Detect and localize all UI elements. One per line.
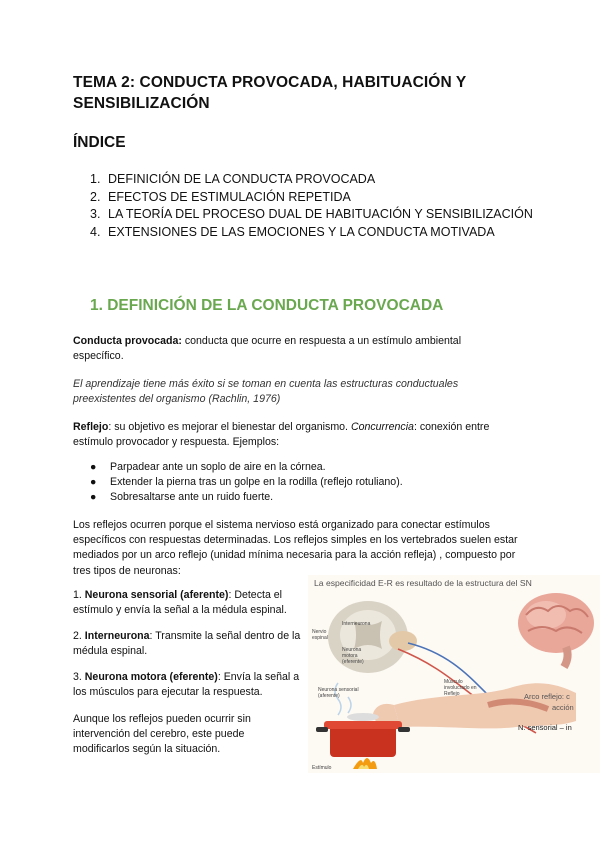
reflejo-term: Reflejo <box>73 421 109 433</box>
figure-right-text: N. sensorial – in <box>518 723 572 732</box>
figure-label-sensorial: Neurona sensorial (aferente) <box>318 687 359 699</box>
definition-paragraph: Conducta provocada: conducta que ocurre en respuesta a un estímulo ambiental específico. <box>73 335 462 363</box>
figure-label-interneurona: Interneurona <box>342 621 371 627</box>
toc-item: 4. EXTENSIONES DE LAS EMOCIONES Y LA CONDUCTA MOTIVADA <box>90 224 495 239</box>
toc-item: 2. EFECTOS DE ESTIMULACIÓN REPETIDA <box>90 189 351 204</box>
document-title: TEMA 2: CONDUCTA PROVOCADA, HABITUACIÓN Y SENSIBILIZACIÓN <box>73 74 467 112</box>
figure-label-musculo: Músculo involucrado en Reflejo <box>444 679 477 697</box>
flame-icon <box>353 758 377 769</box>
index-heading: ÍNDICE <box>73 134 126 151</box>
list-item: ● Extender la pierna tras un golpe en la rodilla (reflejo rotuliano). <box>90 475 403 490</box>
definition-term: Conducta provocada: <box>73 335 182 347</box>
quote: El aprendizaje tiene más éxito si se toman en cuenta las estructuras conductuales preexistentes del organismo (Rachlin, 1976) <box>73 378 459 406</box>
list-item: ● Parpadear ante un soplo de aire en la córnea. <box>90 460 403 475</box>
reflex-arc-figure <box>308 575 600 773</box>
bullet-icon: ● <box>90 476 97 489</box>
section-heading: 1. DEFINICIÓN DE LA CONDUCTA PROVOCADA <box>90 297 444 314</box>
figure-caption: La especificidad E-R es resultado de la estructura del SN <box>314 578 532 588</box>
toc-item: 3. LA TEORÍA DEL PROCESO DUAL DE HABITUACIÓN Y SENSIBILIZACIÓN <box>90 207 533 221</box>
neuron-item: 3. Neurona motora (eferente): Envía la señal a los músculos para ejecutar la respuesta. <box>73 671 300 699</box>
table-of-contents <box>90 171 550 241</box>
reflejo-paragraph: Reflejo: su objetivo es mejorar el bienestar del organismo. Concurrencia: conexión entre estímulo provocador y respuesta. Ejemplos: <box>73 421 490 449</box>
toc-item: 1. DEFINICIÓN DE LA CONDUCTA PROVOCADA <box>90 172 376 186</box>
bullet-icon: ● <box>90 461 97 473</box>
concurrencia-term: Concurrencia <box>350 421 414 433</box>
neuron-item: 1. Neurona sensorial (aferente): Detecta el estímulo y envía la señal a la médula espinal. <box>73 589 287 617</box>
closing-paragraph: Aunque los reflejos pueden ocurrir sin intervención del cerebro, este puede modificarlos según la situación. <box>73 713 251 756</box>
figure-label-estimulo: Estímulo <box>312 765 332 771</box>
examples-list <box>90 460 403 506</box>
figure-right-text: Arco reflejo: c <box>524 692 570 701</box>
brain-icon <box>518 593 594 667</box>
figure-label-motora: Neurona motora (eferente) <box>342 647 364 665</box>
reflex-arc-illustration <box>308 575 600 773</box>
neuron-item: 2. Interneurona: Transmite la señal dentro de la médula espinal. <box>73 630 301 658</box>
reflex-arc-paragraph: Los reflejos ocurren porque el sistema nervioso está organizado para conectar estímulos específicos con respuestas determinadas. Los reflejos simples en los vertebrados suelen estar mediados por un arco reflejo (unidad mínima necesaria para la acción refleja) , compuesto por tres tipos de neuronas: <box>73 519 518 577</box>
figure-right-text: acción <box>552 703 574 712</box>
figure-label-nervio: Nervio espinal <box>312 629 328 641</box>
list-item: ● Sobresaltarse ante un ruido fuerte. <box>90 490 403 505</box>
bullet-icon: ● <box>90 491 97 504</box>
